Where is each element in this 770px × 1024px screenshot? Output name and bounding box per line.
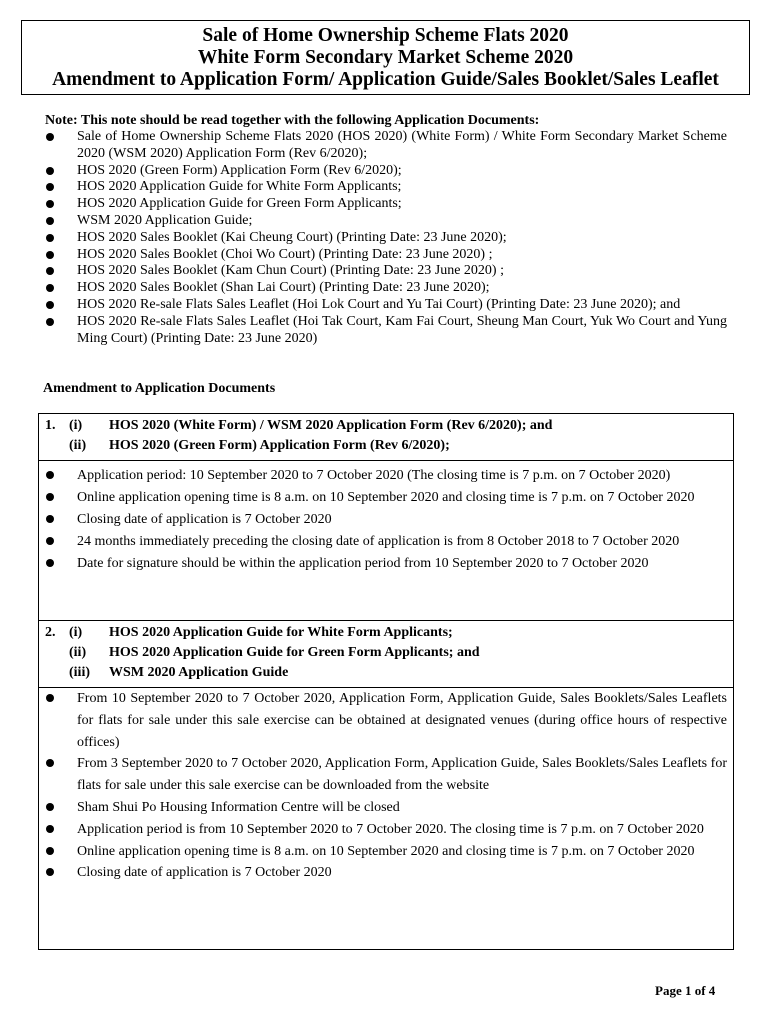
section-2-list [39, 688, 733, 884]
list-item: From 3 September 2020 to 7 October 2020, Application Form, Application Guide, Sales Booklets/Sales Leaflets for flats for sale under this sale exercise can be downloaded from the website [45, 753, 727, 797]
page-number: Page 1 of 4 [655, 983, 716, 998]
list-item: HOS 2020 (Green Form) Application Form (Rev 6/2020); [45, 163, 727, 180]
section-2-header [39, 621, 733, 688]
section-number: 1. [45, 418, 56, 433]
note-heading: Note: This note should be read together with the following Application Documents: [45, 113, 540, 128]
list-item: HOS 2020 Sales Booklet (Kai Cheung Court) (Printing Date: 23 June 2020); [45, 230, 727, 247]
list-item: Application period: 10 September 2020 to 7 October 2020 (The closing time is 7 p.m. on 7 October 2020) [45, 465, 727, 486]
roman-numeral: (ii) [69, 438, 87, 453]
section-1-box [38, 413, 734, 621]
section-1-header [39, 414, 733, 461]
roman-numeral: (ii) [69, 645, 87, 660]
roman-numeral: (i) [69, 418, 83, 433]
section-header-text: HOS 2020 Application Guide for White Form Applicants; [109, 625, 453, 640]
section-number: 2. [45, 625, 56, 640]
title-line-2: White Form Secondary Market Scheme 2020 [197, 47, 574, 68]
list-item: HOS 2020 Sales Booklet (Shan Lai Court) (Printing Date: 23 June 2020); [45, 280, 727, 297]
section-2-box [38, 620, 734, 950]
list-item: HOS 2020 Application Guide for White Form Applicants; [45, 179, 727, 196]
note-document-list [45, 129, 727, 347]
list-item: HOS 2020 Application Guide for Green Form Applicants; [45, 196, 727, 213]
list-item: HOS 2020 Re-sale Flats Sales Leaflet (Hoi Lok Court and Yu Tai Court) (Printing Date: 23 June 2020); and [45, 297, 727, 314]
list-item: From 10 September 2020 to 7 October 2020, Application Form, Application Guide, Sales Booklets/Sales Leaflets for flats for sale under this sale exercise can be obtained at designated venues (during office hours of respective offices) [45, 688, 727, 753]
list-item: Application period is from 10 September 2020 to 7 October 2020. The closing time is 7 p.m. on 7 October 2020 [45, 819, 727, 841]
list-item: Online application opening time is 8 a.m. on 10 September 2020 and closing time is 7 p.m. on 7 October 2020 [45, 841, 727, 863]
list-item: Closing date of application is 7 October 2020 [45, 862, 727, 884]
section-header-text: HOS 2020 (Green Form) Application Form (Rev 6/2020); [109, 438, 450, 453]
document-title-box [21, 20, 750, 95]
section-header-text: HOS 2020 (White Form) / WSM 2020 Application Form (Rev 6/2020); and [109, 418, 553, 433]
list-item: HOS 2020 Re-sale Flats Sales Leaflet (Hoi Tak Court, Kam Fai Court, Sheung Man Court, Yuk Wo Court and Yung Ming Court) (Printing Date: 23 June 2020) [45, 314, 727, 348]
title-line-3: Amendment to Application Form/ Application Guide/Sales Booklet/Sales Leaflet [52, 69, 719, 90]
roman-numeral: (i) [69, 625, 83, 640]
note-section [45, 112, 727, 347]
section-1-list [39, 465, 733, 574]
list-item: Closing date of application is 7 October 2020 [45, 509, 727, 530]
title-line-1: Sale of Home Ownership Scheme Flats 2020 [202, 25, 569, 46]
list-item: Sale of Home Ownership Scheme Flats 2020 (HOS 2020) (White Form) / White Form Secondary Market Scheme 2020 (WSM 2020) Application Form (Rev 6/2020); [45, 129, 727, 163]
list-item: Date for signature should be within the application period from 10 September 2020 to 7 October 2020 [45, 553, 727, 574]
list-item: Sham Shui Po Housing Information Centre will be closed [45, 797, 727, 819]
list-item: 24 months immediately preceding the closing date of application is from 8 October 2018 to 7 October 2020 [45, 531, 727, 552]
section-header-text: HOS 2020 Application Guide for Green Form Applicants; and [109, 645, 480, 660]
section-header-text: WSM 2020 Application Guide [109, 665, 289, 680]
list-item: HOS 2020 Sales Booklet (Kam Chun Court) (Printing Date: 23 June 2020) ; [45, 263, 727, 280]
list-item: WSM 2020 Application Guide; [45, 213, 727, 230]
list-item: HOS 2020 Sales Booklet (Choi Wo Court) (Printing Date: 23 June 2020) ; [45, 247, 727, 264]
amendment-heading: Amendment to Application Documents [43, 381, 276, 396]
list-item: Online application opening time is 8 a.m. on 10 September 2020 and closing time is 7 p.m. on 7 October 2020 [45, 487, 727, 508]
roman-numeral: (iii) [69, 665, 90, 680]
